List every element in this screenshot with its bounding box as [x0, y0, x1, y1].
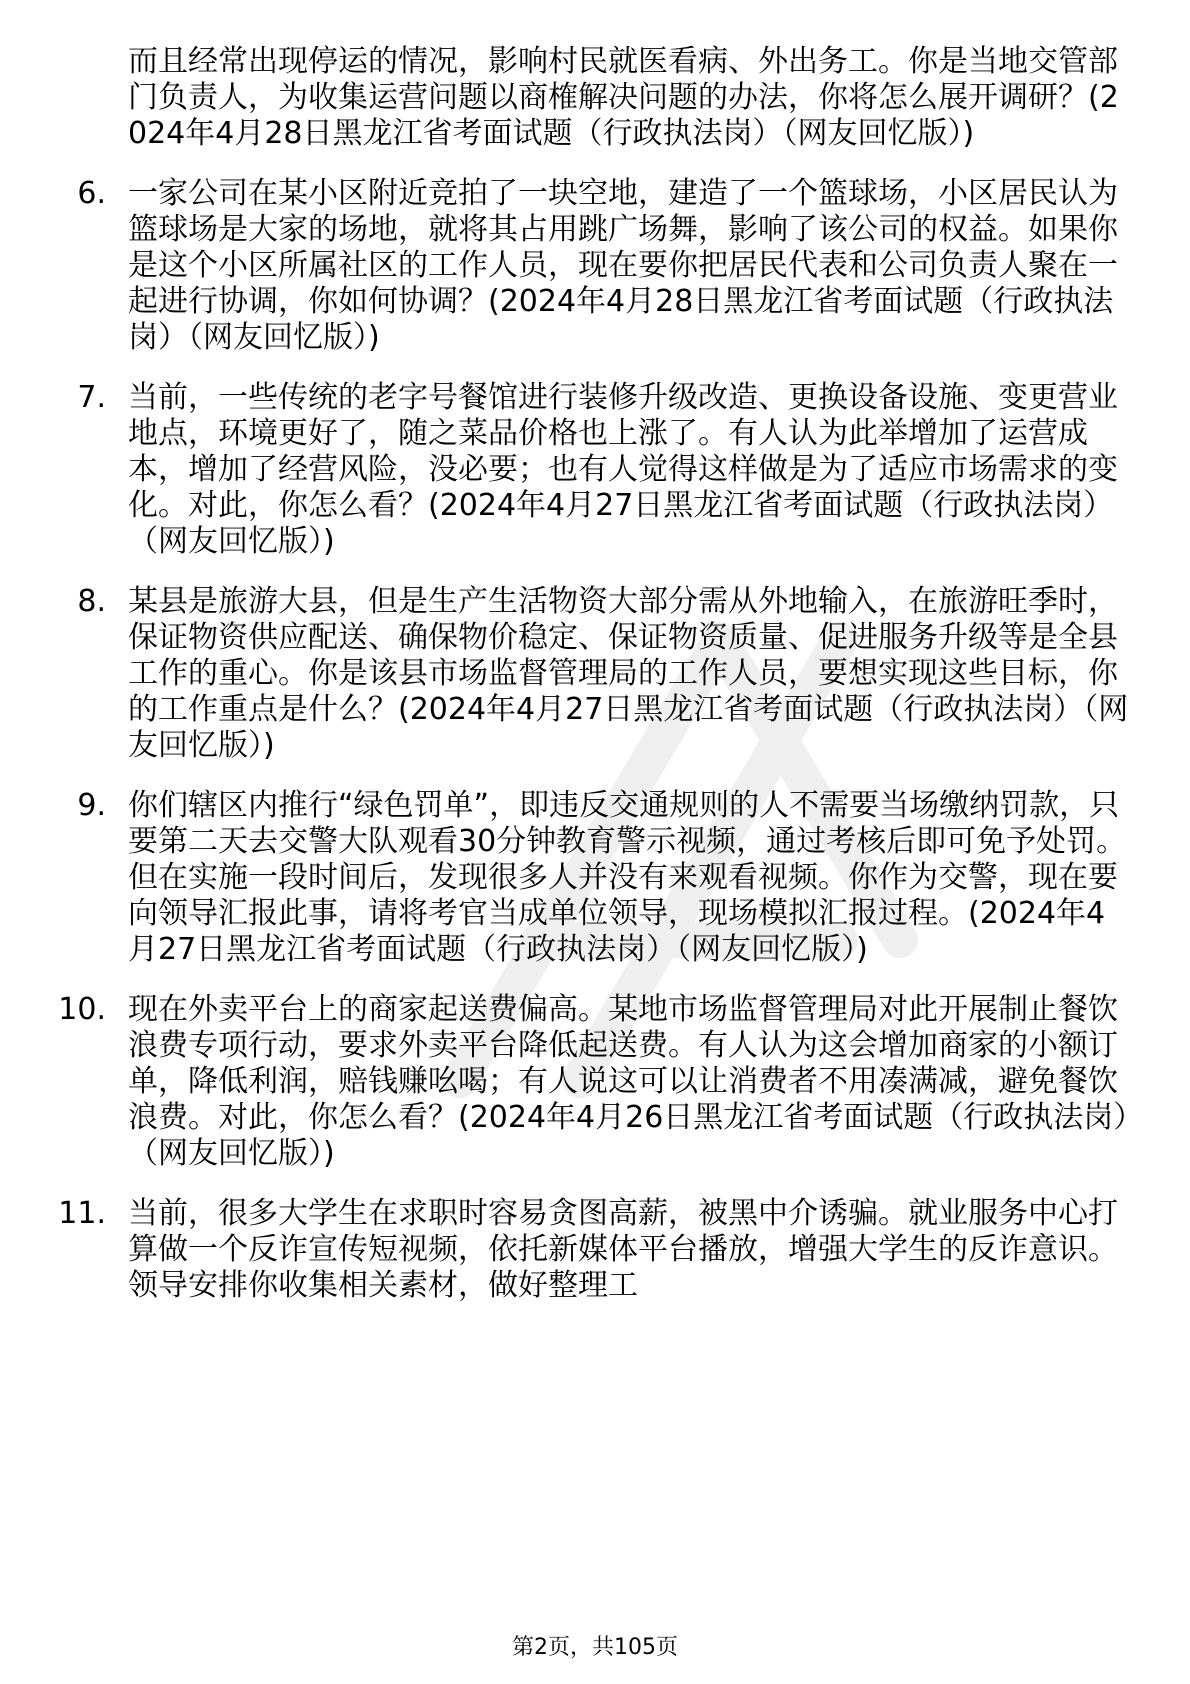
- question-list: [0, 44, 1190, 1328]
- item-text: 当前，一些传统的老字号餐馆进行装修升级改造、更换设备设施、变更营业地点，环境更好了，随之菜品价格也上涨了。有人认为此举增加了运营成本，增加了经营风险，没必要；也有人觉得这样做是为了适应市场需求的变化。对此，你怎么看？(2024年4月27日黑龙江省考面试题（行政执法岗）（网友回忆版）): [128, 380, 1118, 559]
- list-item: [0, 176, 1190, 356]
- item-text: 现在外卖平台上的商家起送费偏高。某地市场监督管理局对此开展制止餐饮浪费专项行动，要求外卖平台降低起送费。有人认为这会增加商家的小额订单，降低利润，赔钱赚吆喝；有人说这可以让消费者不用凑满减，避免餐饮浪费。对此，你怎么看？(2024年4月26日黑龙江省考面试题（行政执法岗）（网友回忆版）): [128, 992, 1129, 1171]
- list-item: [0, 788, 1190, 968]
- item-number: 8.: [77, 584, 106, 619]
- list-item: [0, 584, 1190, 764]
- list-item: [0, 44, 1190, 152]
- item-text: 当前，很多大学生在求职时容易贪图高薪，被黑中介诱骗。就业服务中心打算做一个反诈宣传短视频，依托新媒体平台播放，增强大学生的反诈意识。领导安排你收集相关素材，做好整理工: [128, 1196, 1118, 1303]
- page-number-label: 第2页，共105页: [512, 1635, 678, 1660]
- list-item: [0, 1196, 1190, 1304]
- list-item: [0, 380, 1190, 560]
- page-footer: [0, 1634, 1190, 1662]
- item-number: 7.: [77, 380, 106, 415]
- item-text: 一家公司在某小区附近竞拍了一块空地，建造了一个篮球场，小区居民认为篮球场是大家的场地，就将其占用跳广场舞，影响了该公司的权益。如果你是这个小区所属社区的工作人员，现在要你把居民代表和公司负责人聚在一起进行协调，你如何协调？(2024年4月28日黑龙江省考面试题（行政执法岗）（网友回忆版）): [128, 176, 1118, 355]
- item-text: 某县是旅游大县，但是生产生活物资大部分需从外地输入，在旅游旺季时，保证物资供应配送、确保物价稳定、保证物资质量、促进服务升级等是全县工作的重心。你是该县市场监督管理局的工作人员，要想实现这些目标，你的工作重点是什么？(2024年4月27日黑龙江省考面试题（行政执法岗）（网友回忆版）): [128, 584, 1129, 763]
- item-number: 6.: [77, 176, 106, 211]
- item-text: 而且经常出现停运的情况，影响村民就医看病、外出务工。你是当地交管部门负责人，为收集运营问题以商榷解决问题的办法，你将怎么展开调研？(2024年4月28日黑龙江省考面试题（行政执法岗）（网友回忆版）): [128, 44, 1119, 151]
- item-text: 你们辖区内推行“绿色罚单”，即违反交通规则的人不需要当场缴纳罚款，只要第二天去交警大队观看30分钟教育警示视频，通过考核后即可免予处罚。但在实施一段时间后，发现很多人并没有来观看视频。你作为交警，现在要向领导汇报此事，请将考官当成单位领导，现场模拟汇报过程。(2024年4月27日黑龙江省考面试题（行政执法岗）（网友回忆版）): [128, 788, 1127, 967]
- list-item: [0, 992, 1190, 1172]
- item-number: 11.: [58, 1196, 106, 1231]
- item-number: 10.: [58, 992, 106, 1027]
- item-number: 9.: [77, 788, 106, 823]
